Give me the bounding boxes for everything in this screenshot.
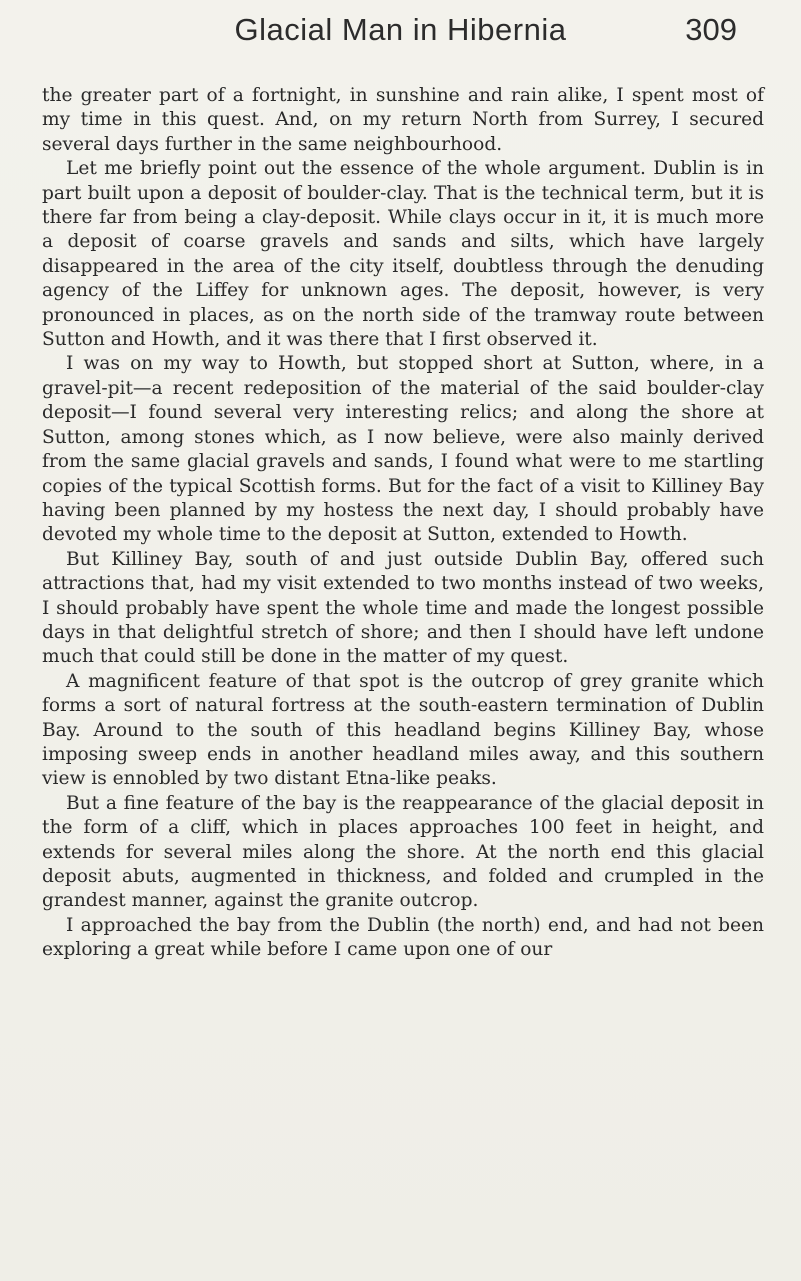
paragraph: the greater part of a fortnight, in sunshine and rain alike, I spent most of my time in this quest. And, on my return North from Surrey, I secured several days further in the same neighbourhood. [42,85,764,155]
paragraph: I approached the bay from the Dublin (the north) end, and had not been exploring a great while before I came upon one of our [42,914,764,961]
paragraph: But Killiney Bay, south of and just outside Dublin Bay, offered such attractions that, had my visit extended to two months instead of two weeks, I should probably have spent the whole time and made the longest possible days in that delightful stretch of shore; and then I should have left undone much that could still be done in the matter of my quest. [42,548,764,668]
body-text [42,84,764,963]
paragraph: Let me briefly point out the essence of the whole argument. Dublin is in part built upon a deposit of boulder-clay. That is the technical term, but it is there far from being a clay-deposit. While clays occur in it, it is much more a deposit of coarse gravels and sands and silts, which have largely disappeared in the area of the city itself, doubtless through the denuding agency of the Liffey for unknown ages. The deposit, however, is very pronounced in places, as on the north side of the tramway route between Sutton and Howth, and it was there that I first observed it. [42,158,764,351]
page-number: 309 [685,12,737,47]
paragraph: A magnificent feature of that spot is the outcrop of grey granite which forms a sort of natural fortress at the south-eastern termination of Dublin Bay. Around to the south of this headland begins Killiney Bay, whose imposing sweep ends in another headland miles away, and this southern view is ennobled by two distant Etna-like peaks. [42,670,764,790]
running-title: Glacial Man in Hibernia [234,12,567,47]
paragraph: But a fine feature of the bay is the reappearance of the glacial deposit in the form of a cliff, which in places approaches 100 feet in height, and extends for several miles along the shore. At the north end this glacial deposit abuts, augmented in thickness, and folded and crumpled in the grandest manner, against the granite outcrop. [42,792,764,912]
paragraph: I was on my way to Howth, but stopped short at Sutton, where, in a gravel-pit—a recent redeposition of the material of the said boulder-clay deposit—I found several very interesting relics; and along the shore at Sutton, among stones which, as I now believe, were also mainly derived from the same glacial gravels and sands, I found what were to me startling copies of the typical Scottish forms. But for the fact of a visit to Killiney Bay having been planned by my hostess the next day, I should probably have devoted my whole time to the deposit at Sutton, extended to Howth. [42,353,764,546]
page-header [0,10,801,56]
